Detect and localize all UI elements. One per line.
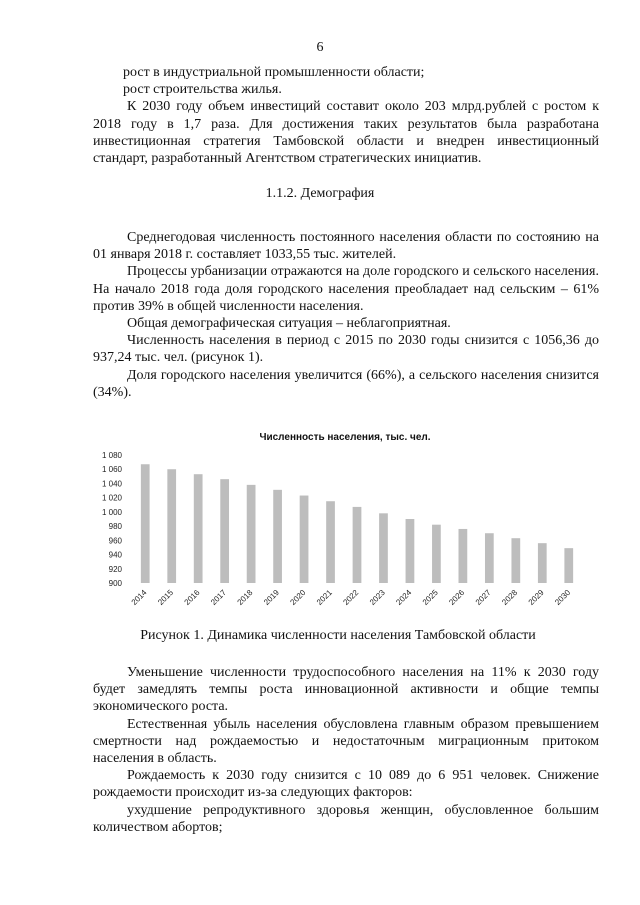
bar-2027 — [485, 533, 494, 583]
y-tick-label: 920 — [108, 564, 122, 574]
section-heading: 1.1.2. Демография — [265, 186, 375, 201]
chart-title: Численность населения, тыс. чел. — [259, 432, 431, 443]
x-tick-label: 2014 — [129, 588, 149, 607]
bar-2018 — [247, 485, 256, 583]
bullet-housing: рост строительства жилья. — [123, 82, 282, 98]
bar-2017 — [220, 479, 229, 583]
y-tick-label: 980 — [108, 522, 122, 532]
y-tick-label: 1 080 — [101, 451, 122, 460]
bullet-industry: рост в индустриальной промышленности области; — [123, 65, 425, 80]
x-tick-label: 2019 — [262, 588, 281, 607]
bar-2025 — [432, 525, 441, 583]
population-bar-chart — [90, 445, 590, 620]
bar-2016 — [194, 474, 203, 583]
x-tick-label: 2021 — [314, 588, 334, 607]
situation-paragraph: Общая демографическая ситуация – неблагоприятная. — [127, 316, 451, 332]
investment-paragraph: К 2030 году объем инвестиций составит около 203 млрд.рублей с ростом к 2018 году в 1,7 раза. Для достижения таких результатов была разработана инвестиционная стратегия Тамбовской области и внедрен инвестиционный стандарт, разработанный Агентством стратегических инициатив. — [93, 99, 599, 167]
x-tick-label: 2015 — [156, 588, 176, 607]
x-tick-label: 2020 — [288, 588, 308, 607]
y-tick-label: 1 040 — [101, 479, 122, 489]
figure-caption: Рисунок 1. Динамика численности населения Тамбовской области — [140, 628, 536, 643]
y-tick-label: 1 020 — [101, 493, 122, 503]
y-tick-label: 1 000 — [101, 507, 122, 517]
x-tick-label: 2029 — [526, 588, 546, 607]
x-tick-label: 2022 — [341, 588, 361, 607]
bar-2026 — [459, 529, 468, 583]
birth-rate-paragraph: Рождаемость к 2030 году снизится с 10 089 до 6 951 человек. Снижение рождаемости происходит из-за следующих факторов: — [93, 768, 599, 801]
x-axis-ticks — [130, 588, 573, 607]
y-tick-label: 960 — [108, 536, 122, 546]
bar-2019 — [273, 490, 282, 583]
urbanization-paragraph: Процессы урбанизации отражаются на доле городского и сельского населения. На начало 2018 года доля городского населения преобладает над сельским – 61% против 39% в общей численности населения. — [93, 264, 599, 314]
bar-2028 — [511, 538, 520, 583]
x-tick-label: 2024 — [394, 588, 414, 607]
y-tick-label: 1 060 — [101, 465, 122, 475]
forecast-paragraph: Численность населения в период с 2015 по 2030 годы снизится с 1056,36 до 937,24 тыс. чел. (рисунок 1). — [93, 333, 599, 366]
x-tick-label: 2028 — [500, 588, 520, 607]
bar-2021 — [326, 501, 335, 583]
x-tick-label: 2030 — [553, 588, 573, 607]
x-tick-label: 2027 — [473, 588, 493, 607]
x-tick-label: 2016 — [182, 588, 202, 607]
x-tick-label: 2017 — [209, 588, 229, 607]
y-tick-label: 940 — [108, 550, 122, 560]
y-axis-ticks — [102, 451, 123, 588]
natural-decline-paragraph: Естественная убыль населения обусловлена главным образом превышением смертности над рождаемостью и недостаточным миграционным притоком населения в область. — [93, 716, 599, 767]
bottom-paragraphs — [93, 664, 599, 836]
bar-2030 — [564, 548, 573, 583]
bar-2014 — [141, 464, 150, 583]
reproductive-health-paragraph: ухудшение репродуктивного здоровья женщин, обусловленное большим количеством абортов; — [93, 802, 599, 835]
bar-2022 — [353, 507, 362, 583]
page-number: 6 — [316, 40, 324, 55]
bar-2023 — [379, 513, 388, 583]
population-paragraph: Среднегодовая численность постоянного населения области по состоянию на 01 января 2018 г. составляет 1033,55 тыс. жителей. — [93, 230, 599, 263]
bar-2015 — [167, 469, 176, 583]
x-tick-label: 2025 — [420, 588, 440, 607]
x-tick-label: 2023 — [367, 588, 387, 607]
bar-2020 — [300, 496, 309, 583]
bar-2024 — [406, 519, 415, 583]
y-tick-label: 900 — [108, 579, 122, 588]
bar-2029 — [538, 543, 547, 583]
x-tick-label: 2026 — [447, 588, 467, 607]
demography-paragraphs — [93, 229, 599, 401]
labor-paragraph: Уменьшение численности трудоспособного населения на 11% к 2030 году будет замедлять темпы роста инновационной активности и общие темпы экономического роста. — [93, 665, 599, 715]
urban-share-paragraph: Доля городского населения увеличится (66%), а сельского населения снизится (34%). — [93, 367, 599, 400]
top-paragraphs — [93, 64, 599, 167]
chart-bars — [141, 464, 573, 583]
x-tick-label: 2018 — [235, 588, 255, 607]
